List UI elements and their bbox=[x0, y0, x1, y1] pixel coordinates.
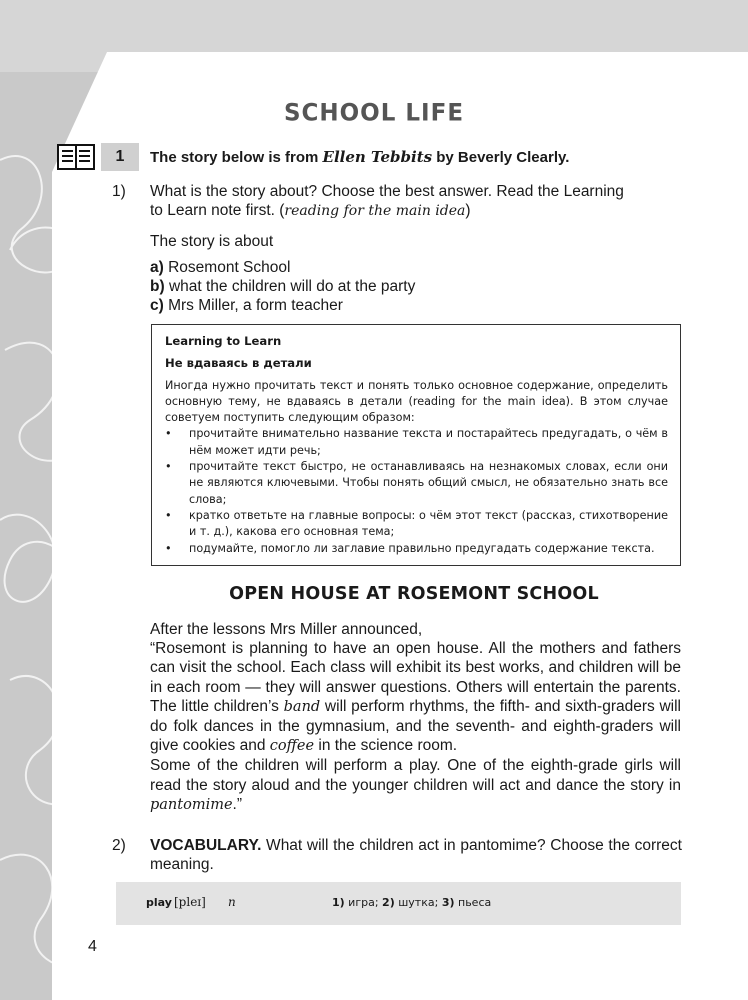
option-c: c) Mrs Miller, a form teacher bbox=[150, 297, 343, 314]
story-paragraph: Some of the children will perform a play. One of the eighth-grade girls will read the story aloud and the younger children will act and dance the story in pantomime.” bbox=[150, 757, 681, 813]
exercise-heading: The story below is from Ellen Tebbits by Beverly Clearly. bbox=[150, 148, 570, 166]
learning-to-learn-box bbox=[151, 324, 681, 566]
story-title: OPEN HOUSE AT ROSEMONT SCHOOL bbox=[229, 584, 599, 604]
task1-number: 1) bbox=[112, 183, 126, 200]
vocab-word: play bbox=[146, 896, 172, 909]
answer-options bbox=[150, 258, 415, 315]
task2-question: VOCABULARY. What will the children act in pantomime? Choose the correct meaning. bbox=[150, 837, 682, 873]
tip-item: • кратко ответьте на главные вопросы: о чём этот текст (рассказ, стихотворение и т. д.), какова его основная тема; bbox=[165, 508, 668, 541]
page-title: SCHOOL LIFE bbox=[283, 99, 465, 127]
vocabulary-box bbox=[116, 882, 681, 925]
learning-box-tips bbox=[165, 426, 668, 556]
task1-lead: The story is about bbox=[150, 233, 274, 250]
learning-box-intro: Иногда нужно прочитать текст и понять только основное содержание, определить основную тему, не вдаваясь в детали (reading for the main idea). В этом случае советуем поступить следующим образом: bbox=[165, 378, 668, 425]
task1-question: What is the story about? Choose the best answer. Read the Learning to Learn note first. (reading for the main idea) bbox=[150, 183, 624, 219]
story-text bbox=[150, 620, 681, 815]
story-paragraph: “Rosemont is planning to have an open house. All the mothers and fathers can visit the school. Each class will exhibit its best works, and children will be in each room — they will answer questions. Others will entertain the parents. The little children’s band will perform rhythms, the fifth- and sixth-graders will do folk dances in the gymnasium, and the seventh- and eighth-graders will give cookies and coffee in the science room. bbox=[150, 640, 682, 755]
reading-book-icon bbox=[57, 144, 95, 170]
page-number: 4 bbox=[88, 938, 97, 955]
tip-item: • прочитайте текст быстро, не останавливаясь на незнакомых словах, если они не являются ключевыми. Чтобы понять общий смысл, не обязательно знать все слова; bbox=[165, 459, 668, 508]
learning-box-heading: Learning to Learn bbox=[165, 334, 282, 348]
vocab-meanings: 1) игра; 2) шутка; 3) пьеса bbox=[332, 896, 492, 909]
story-paragraph: After the lessons Mrs Miller announced, bbox=[150, 621, 423, 638]
vocab-transcription: [pleɪ] bbox=[174, 895, 206, 909]
task2-number: 2) bbox=[112, 837, 126, 854]
vocab-part-of-speech: n bbox=[228, 895, 236, 909]
option-a: a) Rosemont School bbox=[150, 259, 291, 276]
tip-item: • подумайте, помогло ли заглавие правильно предугадать содержание текста. bbox=[165, 541, 668, 557]
learning-box-subheading: Не вдаваясь в детали bbox=[165, 356, 312, 371]
option-b: b) what the children will do at the party bbox=[150, 278, 416, 295]
exercise-number: 1 bbox=[101, 143, 139, 171]
tip-item: • прочитайте внимательно название текста и постарайтесь предугадать, о чём в нём может идти речь; bbox=[165, 426, 668, 459]
